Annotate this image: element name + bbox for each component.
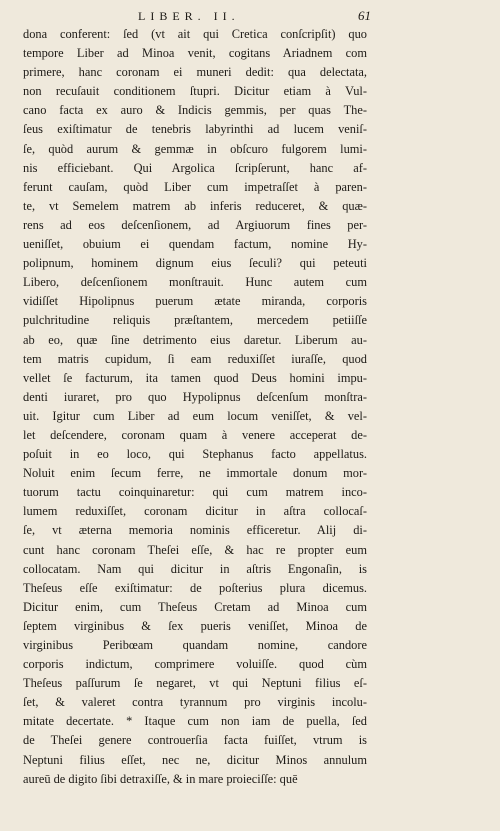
text-line: denti iuraret, pro quo Hypolipnus deſcenſum monſtra- bbox=[23, 389, 367, 404]
text-line: tempore Liber ad Minoa venit, cogitans Ariadnem com bbox=[23, 46, 367, 61]
text-line: primere, hanc coronam ei muneri dedit: qua delectata, bbox=[23, 65, 367, 80]
text-line: cano facta ex auro & Indicis gemmis, per quas The- bbox=[23, 103, 367, 118]
text-line: ſeus exiſtimatur de tenebris labyrinthi ad lucem veniſ- bbox=[23, 122, 367, 137]
text-line: vidiſſet Hipolipnus puerum ætate miranda, corporis bbox=[23, 294, 367, 309]
text-line: Neptuni filius eſſet, nec ne, dicitur Minos annulum bbox=[23, 752, 367, 767]
text-line: tuorum tactu coinquinaretur: qui cum matrem inco- bbox=[23, 485, 367, 500]
body-text bbox=[23, 25, 367, 789]
text-line: vellet ſe facturum, ita tamen quod Deus homini impu- bbox=[23, 370, 367, 385]
text-line: polipnum, hominem dignum eius ſeculi? qui peteuti bbox=[23, 256, 367, 271]
text-line: non recuſauit conditionem ſtupri. Dicitur etiam à Vul- bbox=[23, 84, 367, 99]
text-line: ſeptem virginibus & ſex pueris veniſſet, Minoa de bbox=[23, 618, 367, 633]
text-line: uit. Igitur cum Liber ad eum locum veniſſet, & vel- bbox=[23, 408, 367, 423]
text-line: te, vt Semelem matrem ab inferis reduceret, & quæ- bbox=[23, 198, 367, 213]
text-line: aureū de digito ſibi detraxiſſe, & in mare proieciſſe: quē bbox=[23, 771, 298, 786]
text-line: corporis indictum, comprimere voluiſſe. quod cùm bbox=[23, 657, 367, 672]
text-line: virginibus Peribœam quandam nomine, candore bbox=[23, 638, 367, 652]
text-line: ueniſſet, obuium ei quendam factum, nomine Hy- bbox=[23, 237, 367, 252]
text-line: mitate decertate. * Itaque cum non iam de puella, ſed bbox=[23, 714, 367, 729]
text-line: nis efficiebant. Qui Argolica ſcripſerunt, hanc af- bbox=[23, 160, 367, 175]
text-line: Theſeus paſſurum ſe negaret, vt qui Neptuni filius eſ- bbox=[23, 676, 367, 691]
text-line: dona conferent: ſed (vt ait qui Cretica conſcripſit) quo bbox=[23, 27, 367, 41]
text-line: ab eo, quæ ſine detrimento eius daretur. Liberum au- bbox=[23, 332, 367, 347]
text-line: rens ad eos deſcenſionem, ad Argiuorum fines per- bbox=[23, 217, 367, 232]
text-line: Dicitur enim, cum Theſeus Cretam ad Minoa cum bbox=[23, 599, 367, 614]
page-number: 61 bbox=[358, 8, 371, 23]
running-head: LIBER. II. bbox=[138, 9, 240, 23]
text-line: collocatam. Nam qui dicitur in aſtris Engonaſin, is bbox=[23, 561, 367, 576]
text-line: de Theſei genere controuerſia facta fuiſſet, vtrum is bbox=[23, 733, 367, 748]
text-line: poſuit in eo loco, qui Stephanus facto appellatus. bbox=[23, 447, 367, 462]
text-line: pulchritudine reliquis præſtantem, mercedem petiiſſe bbox=[23, 313, 367, 328]
text-line: lumem reduxiſſet, coronam dicitur in aſtra collocaſ- bbox=[23, 504, 367, 519]
text-line: Theſeus eſſe exiſtimatur: de poſterius plura dicemus. bbox=[23, 580, 367, 595]
text-line: let deſcendere, coronam quam à venere acceperat de- bbox=[23, 427, 367, 442]
text-line: cunt hanc coronam Theſei eſſe, & hac re propter eum bbox=[23, 542, 367, 557]
text-line: ferunt cauſam, quòd Liber cum impetraſſet à paren- bbox=[23, 179, 367, 194]
text-line: Noluit enim ſecum ferre, ne immortale donum mor- bbox=[23, 466, 367, 481]
text-line: Libero, deſcenſionem monſtrauit. Hunc autem cum bbox=[23, 275, 367, 290]
text-line: ſe, vt æterna memoria nominis efficeretur. Alij di- bbox=[23, 523, 367, 538]
text-line: tem matris cupidum, ſi eam reduxiſſet iuraſſe, quod bbox=[23, 351, 367, 366]
text-line: ſe, quòd aurum & gemmæ in obſcuro fulgorem lumi- bbox=[23, 141, 367, 156]
text-line: ſet, & valeret contra tyrannum pro virginis incolu- bbox=[23, 695, 367, 710]
